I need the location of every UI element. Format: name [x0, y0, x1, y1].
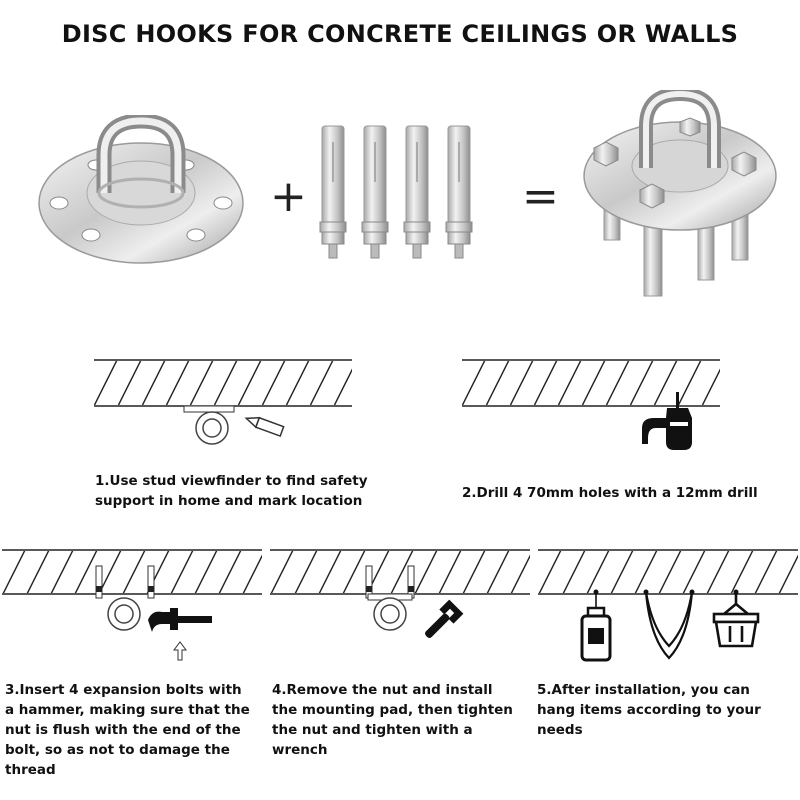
step-5-text: 5.After installation, you can hang items according to your needs — [537, 682, 761, 738]
step-5-diagram — [538, 548, 800, 672]
wrench-icon — [420, 600, 464, 644]
step-4-text: 4.Remove the nut and install the mounting pad, then tighten the nut and tighten with a wrench — [272, 682, 513, 758]
hammock-icon — [646, 592, 692, 658]
hammer-icon — [148, 608, 212, 632]
step-3-diagram — [2, 548, 264, 664]
step-1-diagram — [94, 358, 354, 458]
step-2-text: 2.Drill 4 70mm holes with a 12mm drill — [462, 485, 758, 501]
equals-sign: = — [522, 171, 559, 222]
step-3-text: 3.Insert 4 expansion bolts with a hammer, making sure that the nut is flush with the end of the bolt, so as not to damage the thread — [5, 682, 250, 778]
bottle-icon — [582, 608, 610, 660]
disc-hook-plate-image — [36, 115, 246, 275]
assembled-hook-image — [580, 90, 780, 302]
up-arrow-icon — [174, 642, 186, 660]
expansion-bolts-image — [318, 122, 488, 262]
step-1-text: 1.Use stud viewfinder to find safety support in home and mark location — [95, 473, 368, 509]
step-4-diagram — [270, 548, 532, 648]
plus-sign: + — [270, 171, 307, 222]
basket-icon — [714, 592, 758, 646]
step-2-diagram — [462, 358, 722, 468]
pencil-icon — [245, 414, 284, 436]
page-title: DISC HOOKS FOR CONCRETE CEILINGS OR WALLS — [61, 20, 739, 48]
